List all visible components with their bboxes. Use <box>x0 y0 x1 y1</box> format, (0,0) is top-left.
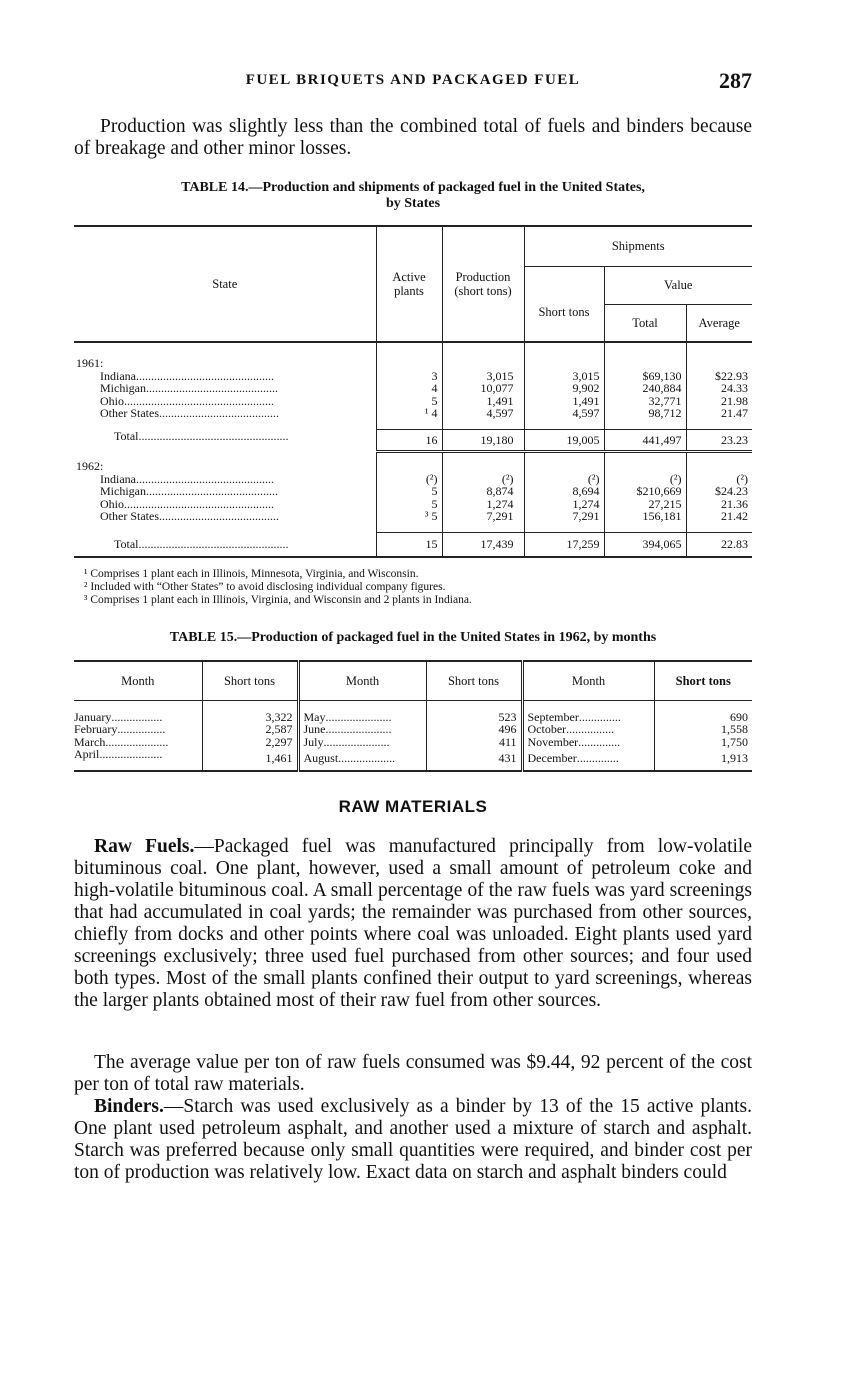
header-average: Average <box>686 304 752 342</box>
total-row: Total.................................................. 15 17,439 17,259 394,065 22.83 <box>74 533 752 557</box>
header-short-tons: Short tons <box>426 661 522 701</box>
table14-caption <box>74 180 752 212</box>
raw-fuels-paragraph <box>74 836 752 1012</box>
month-name: August <box>303 751 339 766</box>
month-name: November <box>527 734 579 749</box>
production: 8,874 <box>442 485 524 498</box>
month-name: September <box>527 709 579 724</box>
value-average: (²) <box>686 473 752 486</box>
value-total: 27,215 <box>604 498 686 511</box>
month-tons: 2,297 <box>202 736 298 749</box>
value-total: $210,669 <box>604 485 686 498</box>
table15-caption: TABLE 15.—Production of packaged fuel in the United States in 1962, by months <box>169 630 657 645</box>
running-title: FUEL BRIQUETS AND PACKAGED FUEL <box>245 72 581 88</box>
total-label: Total <box>114 537 139 552</box>
month-tons: 1,461 <box>202 748 298 769</box>
month-name: April <box>74 747 100 762</box>
month-tons: 690 <box>654 711 752 724</box>
table14-footnotes <box>84 568 744 607</box>
month-name: May <box>303 709 326 724</box>
year-label-1962: 1962: <box>76 458 104 473</box>
value-total: 32,771 <box>604 395 686 408</box>
table-row: Ohio.................................................. 5 1,491 1,491 32,771 21.98 <box>74 395 752 408</box>
state-name: Ohio <box>100 496 124 511</box>
shipments-short-tons: 17,259 <box>524 533 604 557</box>
header-month: Month <box>522 661 654 701</box>
footnote-1: ¹ Comprises 1 plant each in Illinois, Minnesota, Virginia, and Wisconsin. <box>84 568 419 580</box>
table-row: January................. 3,322 May...................... 523 September.............. 690 <box>74 711 752 724</box>
month-tons: 1,913 <box>654 748 752 769</box>
month-tons: 3,322 <box>202 711 298 724</box>
table-row: February................ 2,587 June...................... 496 October................ 1,558 <box>74 723 752 736</box>
month-tons: 431 <box>426 748 522 769</box>
shipments-short-tons: 1,274 <box>524 498 604 511</box>
production: 3,015 <box>442 370 524 383</box>
production: 17,439 <box>442 533 524 557</box>
header-state: State <box>212 277 238 291</box>
table-row: March..................... 2,297 July...................... 411 November.............. 1,750 <box>74 736 752 749</box>
month-tons: 1,750 <box>654 736 752 749</box>
month-name: October <box>527 722 567 737</box>
section-heading: RAW MATERIALS <box>338 797 488 816</box>
value-total: (²) <box>604 473 686 486</box>
shipments-short-tons: 1,491 <box>524 395 604 408</box>
table-row: Other States........................................ ¹ 4 4,597 4,597 98,712 21.47 <box>74 407 752 430</box>
total-label: Total <box>114 428 139 443</box>
header-month: Month <box>298 661 426 701</box>
table-row: Michigan............................................ 4 10,077 9,902 240,884 24.33 <box>74 382 752 395</box>
month-name: December <box>527 751 577 766</box>
header-short-tons: Short tons <box>654 661 752 701</box>
production: 1,491 <box>442 395 524 408</box>
value-average: 21.98 <box>686 395 752 408</box>
table14-caption-line1: TABLE 14.—Production and shipments of packaged fuel in the United States, <box>181 180 645 195</box>
month-tons: 411 <box>426 736 522 749</box>
production: 10,077 <box>442 382 524 395</box>
shipments-short-tons: 4,597 <box>524 407 604 430</box>
raw-fuels-lead: Raw Fuels. <box>94 836 195 857</box>
value-average: 23.23 <box>686 430 752 452</box>
state-name: Michigan <box>100 484 146 499</box>
binders-text: —Starch was used exclusively as a binder by 13 of the 15 active plants. One plant used petroleum asphalt, and another used a mixture of starch and asphalt. Starch was preferred because only small quantities were required, and binder cost per ton of production was relatively low. Exact data on starch and asphalt binders could <box>74 1096 752 1183</box>
page-number: 287 <box>719 68 752 93</box>
active-plants: ³ 5 <box>376 510 442 533</box>
shipments-short-tons: 7,291 <box>524 510 604 533</box>
table-row: Other States........................................ ³ 5 7,291 7,291 156,181 21.42 <box>74 510 752 533</box>
value-average: 21.36 <box>686 498 752 511</box>
shipments-short-tons: 19,005 <box>524 430 604 452</box>
value-total: $69,130 <box>604 370 686 383</box>
active-plants: 16 <box>376 430 442 452</box>
value-average: $24.23 <box>686 485 752 498</box>
active-plants: 5 <box>376 395 442 408</box>
header-short-tons: Short tons <box>524 266 604 342</box>
production: 1,274 <box>442 498 524 511</box>
average-value-paragraph: The average value per ton of raw fuels consumed was $9.44, 92 percent of the cost per ton of total raw materials. <box>74 1052 752 1095</box>
value-average: 21.47 <box>686 407 752 430</box>
table15 <box>74 660 752 772</box>
value-total: 98,712 <box>604 407 686 430</box>
header-production: Production (short tons) <box>442 226 524 342</box>
table14 <box>74 225 752 558</box>
month-tons: 496 <box>426 723 522 736</box>
month-tons: 1,558 <box>654 723 752 736</box>
value-total: 240,884 <box>604 382 686 395</box>
table-row: April..................... 1,461 August................... 431 December.............. 1,913 <box>74 748 752 769</box>
header-active-plants: Active plants <box>376 226 442 342</box>
header-value: Value <box>604 266 752 304</box>
active-plants: 4 <box>376 382 442 395</box>
header-short-tons: Short tons <box>202 661 298 701</box>
raw-fuels-text: —Packaged fuel was manufactured principally from low-volatile bituminous coal. One plant, however, used a small amount of petroleum coke and high-volatile bituminous coal. A small percentage of the raw fuels was yard screenings that had accumulated in coal yards; the remainder was purchased from other sources, chiefly from docks and other points where coal was unloaded. Eight plants used yard screenings exclusively; three used fuel purchased from other sources; and four used both types. Most of the small plants confined their output to yard screenings, whereas the larger plants obtained most of their raw fuel from other sources. <box>74 836 752 1011</box>
month-tons: 523 <box>426 711 522 724</box>
running-head <box>74 68 752 96</box>
header-month: Month <box>121 673 155 688</box>
shipments-short-tons: (²) <box>524 473 604 486</box>
month-tons: 2,587 <box>202 723 298 736</box>
footnote-3: ³ Comprises 1 plant each in Illinois, Virginia, and Wisconsin and 2 plants in Indiana. <box>84 594 472 606</box>
value-total: 156,181 <box>604 510 686 533</box>
table14-caption-line2: by States <box>385 196 441 211</box>
shipments-short-tons: 8,694 <box>524 485 604 498</box>
header-total: Total <box>604 304 686 342</box>
active-plants: ¹ 4 <box>376 407 442 430</box>
active-plants: 3 <box>376 370 442 383</box>
table-row: Indiana.............................................. (²) (²) (²) (²) (²) <box>74 473 752 486</box>
active-plants: 5 <box>376 485 442 498</box>
state-name: Other States <box>100 406 159 421</box>
value-average: $22.93 <box>686 370 752 383</box>
production: 7,291 <box>442 510 524 533</box>
footnote-2: ² Included with “Other States” to avoid disclosing individual company figures. <box>84 581 446 593</box>
state-name: Ohio <box>100 393 124 408</box>
value-total: 441,497 <box>604 430 686 452</box>
month-name: June <box>303 722 326 737</box>
value-average: 22.83 <box>686 533 752 557</box>
state-name: Michigan <box>100 381 146 396</box>
state-name: Indiana <box>100 471 136 486</box>
production: (²) <box>442 473 524 486</box>
binders-lead: Binders. <box>94 1096 164 1117</box>
binders-paragraph <box>74 1096 752 1184</box>
month-name: January <box>74 709 112 724</box>
year-label-1961: 1961: <box>76 356 104 370</box>
shipments-short-tons: 3,015 <box>524 370 604 383</box>
total-row: Total.................................................. 16 19,180 19,005 441,497 23.23 <box>74 430 752 452</box>
production: 19,180 <box>442 430 524 452</box>
active-plants: (²) <box>376 473 442 486</box>
table-row: Michigan............................................ 5 8,874 8,694 $210,669 $24.23 <box>74 485 752 498</box>
intro-paragraph: Production was slightly less than the combined total of fuels and binders because of breakage and other minor losses. <box>74 116 752 159</box>
month-name: July <box>303 734 324 749</box>
shipments-short-tons: 9,902 <box>524 382 604 395</box>
production: 4,597 <box>442 407 524 430</box>
value-total: 394,065 <box>604 533 686 557</box>
month-name: February <box>74 722 118 737</box>
state-name: Indiana <box>100 368 136 383</box>
header-shipments: Shipments <box>524 226 752 266</box>
value-average: 24.33 <box>686 382 752 395</box>
active-plants: 15 <box>376 533 442 557</box>
active-plants: 5 <box>376 498 442 511</box>
table-row: Ohio.................................................. 5 1,274 1,274 27,215 21.36 <box>74 498 752 511</box>
state-name: Other States <box>100 509 159 524</box>
table-row: Indiana.............................................. 3 3,015 3,015 $69,130 $22.93 <box>74 370 752 383</box>
value-average: 21.42 <box>686 510 752 533</box>
month-name: March <box>74 734 106 749</box>
